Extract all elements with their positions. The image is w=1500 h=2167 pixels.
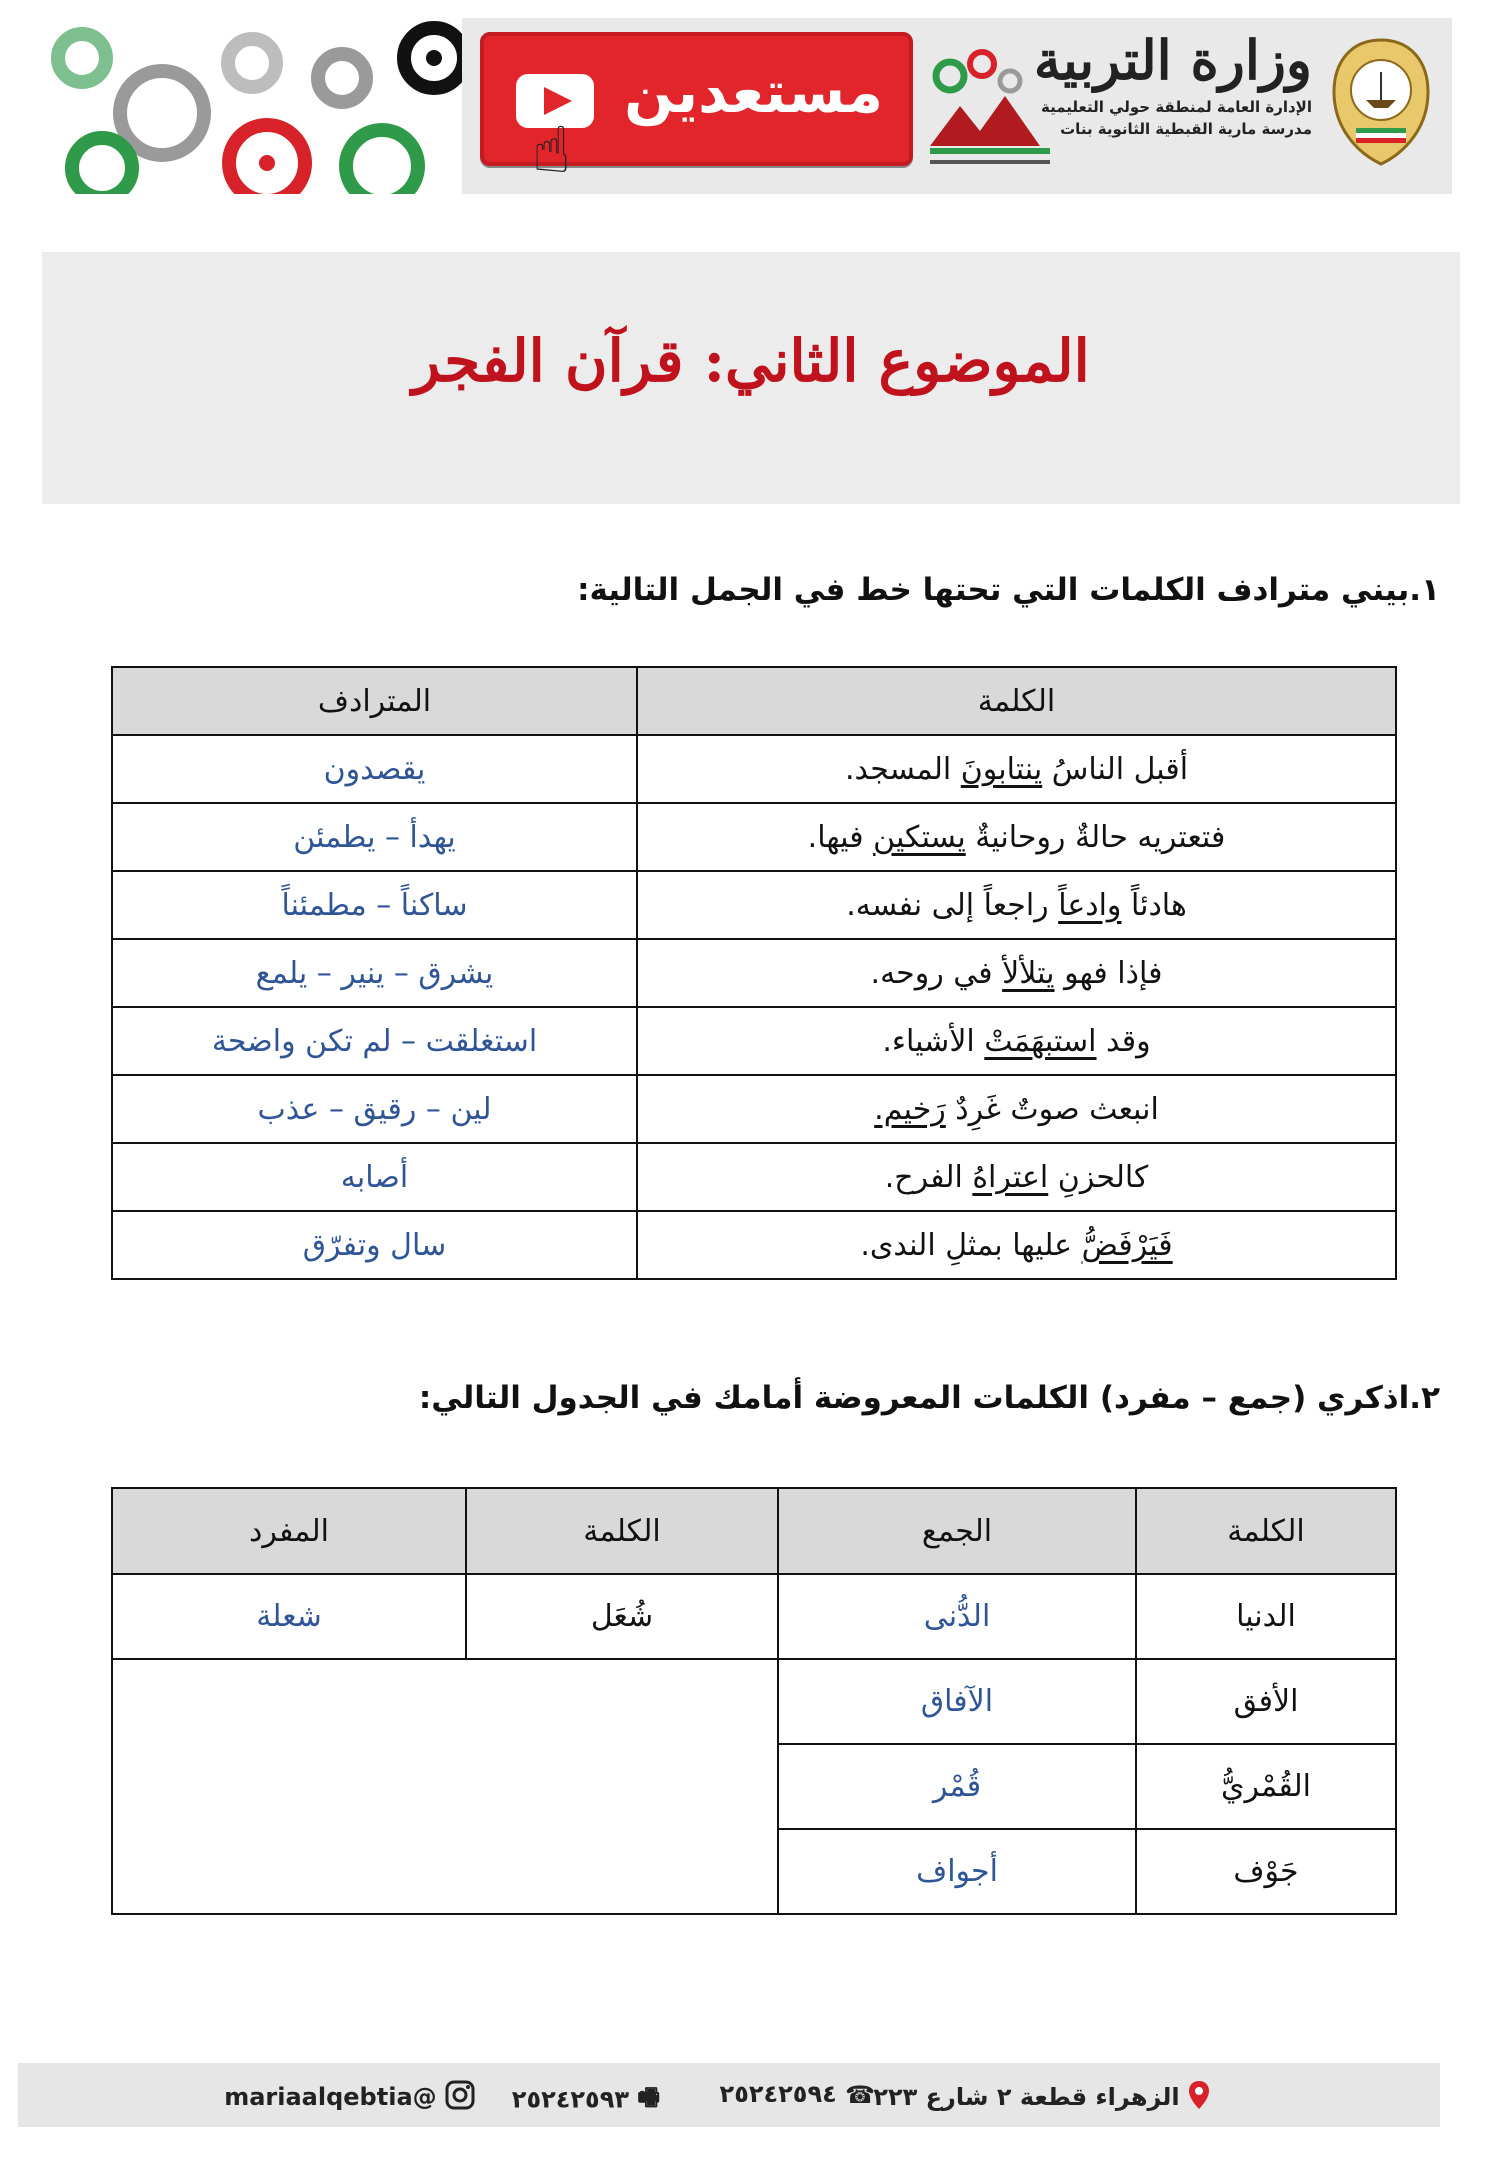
table-row <box>112 871 1396 939</box>
sentence-cell: فتعتريه حالةٌ روحانيةٌ يستكين فيها. <box>637 803 1396 871</box>
word-cell: الأفق <box>1136 1659 1396 1744</box>
empty-cell <box>112 1659 778 1914</box>
table-row <box>112 1075 1396 1143</box>
synonym-cell: يقصدون <box>112 735 637 803</box>
plural-cell: الآفاق <box>778 1659 1136 1744</box>
word-cell: القُمْريُّ <box>1136 1744 1396 1829</box>
page-title: الموضوع الثاني: قرآن الفجر <box>412 327 1090 395</box>
synonym-cell: أصابه <box>112 1143 637 1211</box>
plural-cell: الدُّنى <box>778 1574 1136 1659</box>
sentence-cell: وقد استبهَمَتْ الأشياء. <box>637 1007 1396 1075</box>
footer-bar <box>18 2063 1440 2127</box>
col-header-word: الكلمة <box>1136 1488 1396 1574</box>
col-header-word: الكلمة <box>637 667 1396 735</box>
footer-phone: ☎ ٢٥٢٤٢٥٩٤ <box>719 2080 875 2109</box>
sentence-cell: هادئاً وادعاً راجعاً إلى نفسه. <box>637 871 1396 939</box>
col-header-singular: المفرد <box>112 1488 466 1574</box>
plural-cell: أجواف <box>778 1829 1136 1914</box>
plural-cell: قُمْر <box>778 1744 1136 1829</box>
ministry-name: وزارة التربية <box>1033 28 1312 92</box>
school-name: مدرسة مارية القبطية الثانوية بنات <box>1060 120 1312 138</box>
footer-fax: 🖷 ٢٥٢٤٢٥٩٣ <box>512 2080 660 2121</box>
sentence-cell: انبعث صوتٌ غَرِدٌ رَخيم. <box>637 1075 1396 1143</box>
table-row <box>112 1007 1396 1075</box>
synonym-cell: سال وتفرّق <box>112 1211 637 1279</box>
table-row <box>112 735 1396 803</box>
pointer-hand-icon: ☝ <box>532 114 571 188</box>
question-2-prompt: ٢.اذكري (جمع – مفرد) الكلمات المعروضة أمامك في الجدول التالي: <box>418 1380 1440 1416</box>
word-cell-2: شُعَل <box>466 1574 778 1659</box>
table-row <box>112 803 1396 871</box>
footer-instagram[interactable]: @mariaalqebtia <box>224 2080 475 2116</box>
table-row <box>112 1143 1396 1211</box>
sentence-cell: فإذا فهو يتلألأ في روحه. <box>637 939 1396 1007</box>
ready-button-label: مستعدين <box>624 58 883 126</box>
synonym-cell: ساكناً – مطمئناً <box>112 871 637 939</box>
sentence-cell: فَيَرْفَضُّ عليها بمثلِ الندى. <box>637 1211 1396 1279</box>
telephone-icon: ☎ <box>845 2081 875 2109</box>
synonym-cell: يشرق – ينير – يلمع <box>112 939 637 1007</box>
synonym-cell: لين – رقيق – عذب <box>112 1075 637 1143</box>
word-cell: الدنيا <box>1136 1574 1396 1659</box>
col-header-plural: الجمع <box>778 1488 1136 1574</box>
table-row <box>112 1211 1396 1279</box>
title-box <box>42 252 1460 504</box>
location-pin-icon <box>1188 2080 1210 2116</box>
fax-icon: 🖷 <box>637 2083 660 2111</box>
synonym-cell: يهدأ – يطمئن <box>112 803 637 871</box>
singular-cell: شعلة <box>112 1574 466 1659</box>
question-1-prompt: ١.بيني مترادف الكلمات التي تحتها خط في الجمل التالية: <box>577 572 1440 608</box>
instagram-icon <box>445 2080 475 2116</box>
col-header-synonym: المترادف <box>112 667 637 735</box>
sentence-cell: أقبل الناسُ ينتابونَ المسجد. <box>637 735 1396 803</box>
header-banner <box>42 18 1452 194</box>
table-row <box>112 939 1396 1007</box>
word-cell: جَوْف <box>1136 1829 1396 1914</box>
synonym-cell: استغلقت – لم تكن واضحة <box>112 1007 637 1075</box>
table-row <box>112 1659 1396 1744</box>
ministry-block <box>1034 28 1312 138</box>
synonyms-table <box>111 666 1397 1280</box>
plural-singular-table <box>111 1487 1397 1915</box>
col-header-word-2: الكلمة <box>466 1488 778 1574</box>
sentence-cell: كالحزنِ اعتراهُ الفرح. <box>637 1143 1396 1211</box>
ministry-subtitle: الإدارة العامة لمنطقة حولي التعليمية <box>1040 98 1312 116</box>
table-row <box>112 1574 1396 1659</box>
kuwait-emblem-icon <box>1326 32 1436 172</box>
footer-address: الزهراء قطعة ٢ شارع ٢٢٣ <box>873 2080 1210 2116</box>
gears-decoration <box>42 18 462 194</box>
